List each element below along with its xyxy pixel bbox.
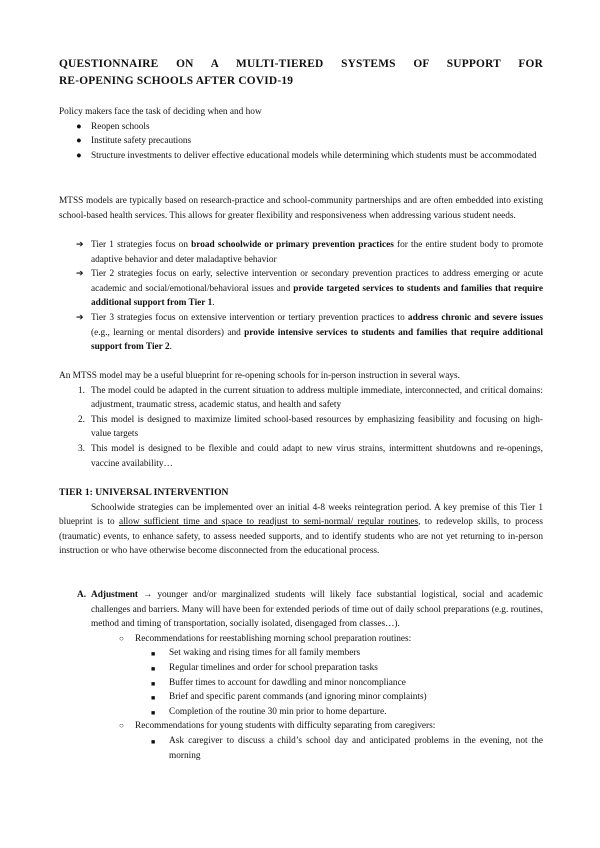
list-item: ■ Ask caregiver to discuss a child’s school day and anticipated problems in the evening, not the morning (151, 735, 543, 761)
bullet-icon: ● (76, 150, 82, 161)
right-arrow-icon: ➔ (76, 312, 84, 323)
list-item: ■ Buffer times to account for dawdling and minor noncompliance (59, 676, 543, 691)
list-item: ● Structure investments to deliver effective educational models while determining which students must be accommodated (59, 149, 543, 164)
adjustment-section (59, 588, 543, 763)
square-bullet-icon: ■ (151, 650, 156, 659)
document-title (59, 56, 543, 89)
right-arrow-icon: ➔ (76, 269, 84, 280)
square-bullet-icon: ■ (151, 737, 156, 746)
list-item: 3. This model is designed to be flexible and could adapt to new virus strains, intermittent shutdowns and re-openings, vaccine availability… (78, 443, 543, 469)
tier-2-item: ➔ Tier 2 strategies focus on early, selective intervention or secondary prevention practices to address emerging or acute academic and social/emotional/behavioral issues and provide targeted services to students and families that require additional support from Tier 1. (76, 269, 544, 309)
list-item: ■ Set waking and rising times for all family members (59, 646, 543, 661)
right-arrow-icon: ➔ (76, 240, 84, 250)
bullet-icon: ● (76, 121, 82, 132)
intro-section (59, 105, 543, 163)
section-heading: TIER 1: UNIVERSAL INTERVENTION (59, 487, 229, 498)
tier-3-item: ➔ Tier 3 strategies focus on extensive intervention or tertiary prevention practices to address chronic and severe issues (e.g., learning or mental disorders) and provide intensive services to students and families that require additional support from Tier 2. (76, 312, 543, 353)
tier1-section (59, 486, 543, 559)
adjustment-item: A. Adjustment → younger and/or marginalized students will likely face substantial logistical, social and academic challenges and barriers. Many will have been for extended periods of time out of daily school preparations (e.g. routines, method and timing of transportation, socially isolated, disengaged from classes…). (77, 590, 543, 630)
list-item: ● Institute safety precautions (59, 134, 543, 149)
list-item: ■ Completion of the routine 30 min prior to home departure. (59, 705, 543, 720)
square-bullet-icon: ■ (151, 694, 156, 703)
bullet-icon: ● (76, 136, 82, 147)
list-item: 2. This model is designed to maximize limited school-based resources by emphasizing feasibility and focusing on high-value targets (78, 414, 543, 440)
title-line-1: QUESTIONNAIRE ON A MULTI-TIERED SYSTEMS OF SUPPORT FOR (59, 58, 543, 70)
list-item: ● Reopen schools (59, 120, 543, 135)
recommendation-heading: ○ Recommendations for reestablishing morning school preparation routines: (59, 632, 543, 647)
mtss-paragraph: MTSS models are typically based on research-practice and school-community partnerships and are often embedded into existing school-based health services. This allows for greater flexibility and responsiveness when addressing various student needs. (59, 196, 543, 221)
circle-bullet-icon: ○ (119, 721, 124, 731)
intro-lead: Policy makers face the task of deciding when and how (59, 107, 262, 117)
intro-bullet-list (59, 120, 543, 164)
blueprint-section (59, 369, 543, 471)
list-item: ■ Brief and specific parent commands (and ignoring minor complaints) (59, 690, 543, 705)
square-bullet-icon: ■ (151, 664, 156, 673)
tier-list (59, 238, 543, 355)
title-line-2: RE-OPENING SCHOOLS AFTER COVID-19 (59, 74, 294, 87)
square-bullet-icon: ■ (151, 708, 156, 717)
recommendation-heading: ○ Recommendations for young students with difficulty separating from caregivers: (59, 719, 543, 734)
tier1-paragraph: Schoolwide strategies can be implemented over an initial 4-8 weeks reintegration period. A key premise of this Tier 1 blueprint is to allow sufficient time and space to readjust to semi-normal/ regular routines, to redevelop skills, to process (traumatic) events, to enhance safety, to assess needed supports, and to identify students who are not yet returning to in-person instruction or who have otherwise become disconnected from the educational process. (59, 502, 543, 557)
square-bullet-icon: ■ (151, 679, 156, 688)
list-item: 1. The model could be adapted in the current situation to address multiple immediate, interconnected, and critical domains: adjustment, traumatic stress, academic status, and health and safety (78, 385, 543, 411)
right-arrow-icon: → (138, 590, 158, 600)
tier-1-item: ➔ Tier 1 strategies focus on broad schoolwide or primary prevention practices for the entire student body to promote adaptive behavior and deter maladaptive behavior (76, 240, 543, 265)
circle-bullet-icon: ○ (119, 633, 124, 643)
blueprint-lead: An MTSS model may be a useful blueprint for re-opening schools for in-person instruction in several ways. (59, 371, 460, 381)
list-item: ■ Regular timelines and order for school preparation tasks (59, 661, 543, 676)
